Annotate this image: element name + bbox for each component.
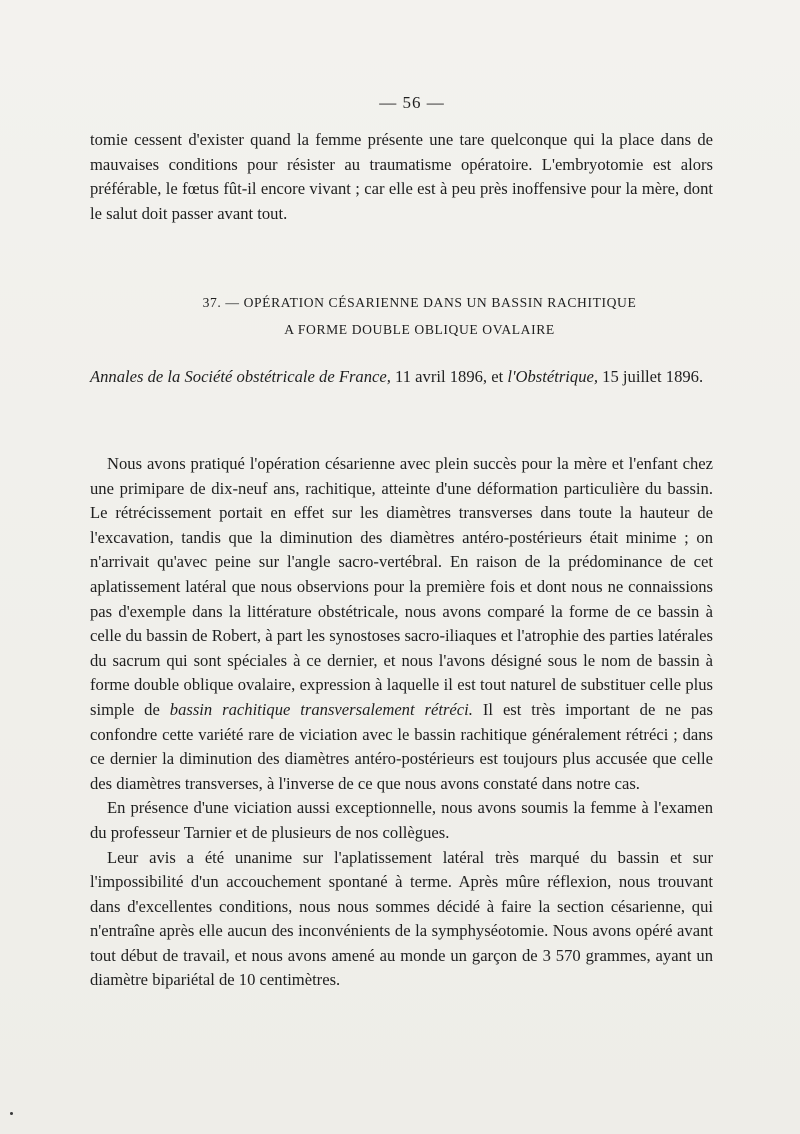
paragraph-1-part2: Il est très important de ne pas confondre cette variété rare de viciation avec le bassin rachitique généralement rétréci ; dans ce dernier la diminution des diamètres antéro-postérieurs est toujours plus accusée que celle des diamètres transverses, à l'inverse de ce que nous avons constaté dans notre cas. — [90, 699, 713, 793]
citation-journal2: l'Obstétrique, — [507, 367, 599, 386]
section-heading — [108, 289, 731, 343]
paragraph-1 — [90, 452, 713, 796]
continuation-text — [90, 128, 713, 226]
page-number: — 56 — — [379, 93, 445, 112]
continuation-paragraph: tomie cessent d'exister quand la femme présente une tare quelconque qui la place dans de mauvaises conditions pour résister au traumatisme opératoire. L'embryotomie est alors préférable, le fœtus fût-il encore vivant ; car elle est à peu près inoffensive pour la mère, dont le salut doit passer avant tout. — [90, 130, 713, 223]
paragraph-3: Leur avis a été unanime sur l'aplatissement latéral très marqué du bassin et sur l'impossibilité d'un accouchement spontané à terme. Après mûre réflexion, nous trouvant dans d'excellentes conditions, nous nous sommes décidé à faire la section césarienne, qui n'entraîne après elle aucun des inconvénients de la symphyséotomie. Nous avons opéré avant tout début de travail, et nous avons amené au monde un garçon de 3 570 grammes, ayant un diamètre bipariétal de 10 centimètres. — [90, 847, 713, 990]
citation-date1: 11 avril 1896, et — [390, 367, 508, 386]
main-text — [90, 452, 713, 993]
section-heading-line2: A FORME DOUBLE OBLIQUE OVALAIRE — [284, 322, 555, 337]
citation-date2: 15 juillet 1896. — [598, 367, 704, 386]
scan-speck — [10, 1112, 13, 1115]
paragraph-1-part1: Nous avons pratiqué l'opération césarienne avec plein succès pour la mère et l'enfant chez une primipare de dix-neuf ans, rachitique, atteinte d'une déformation particulière du bassin. Le rétrécissement portait en effet sur les diamètres transverses dans toute la hauteur de l'excavation, tandis que la diminution des diamètres antéro-postérieurs était minime ; on n'arrivait qu'avec peine sur l'angle sacro-vertébral. En raison de la prédominance de cet aplatissement latéral que nous observions pour la première fois et dont nous ne connaissions pas d'exemple dans la littérature obstétricale, nous avons comparé la forme de ce bassin à celle du bassin de Robert, à part les synostoses sacro-iliaques et l'atrophie des parties latérales du sacrum qui sont spéciales à ce dernier, et nous l'avons désigné sous le nom de bassin à forme double oblique ovalaire, expression à laquelle il est tout naturel de substituer celle plus simple de — [90, 454, 713, 719]
paragraph-1-italic: bassin rachitique transversalement rétréci. — [169, 699, 473, 719]
citation-journal1: Annales de la Société obstétricale de France, — [90, 367, 391, 386]
paragraph-2: En présence d'une viciation aussi exceptionnelle, nous avons soumis la femme à l'examen du professeur Tarnier et de plusieurs de nos collègues. — [90, 798, 713, 842]
section-heading-line1: 37. — OPÉRATION CÉSARIENNE DANS UN BASSIN RACHITIQUE — [202, 295, 637, 310]
citation — [90, 365, 713, 390]
